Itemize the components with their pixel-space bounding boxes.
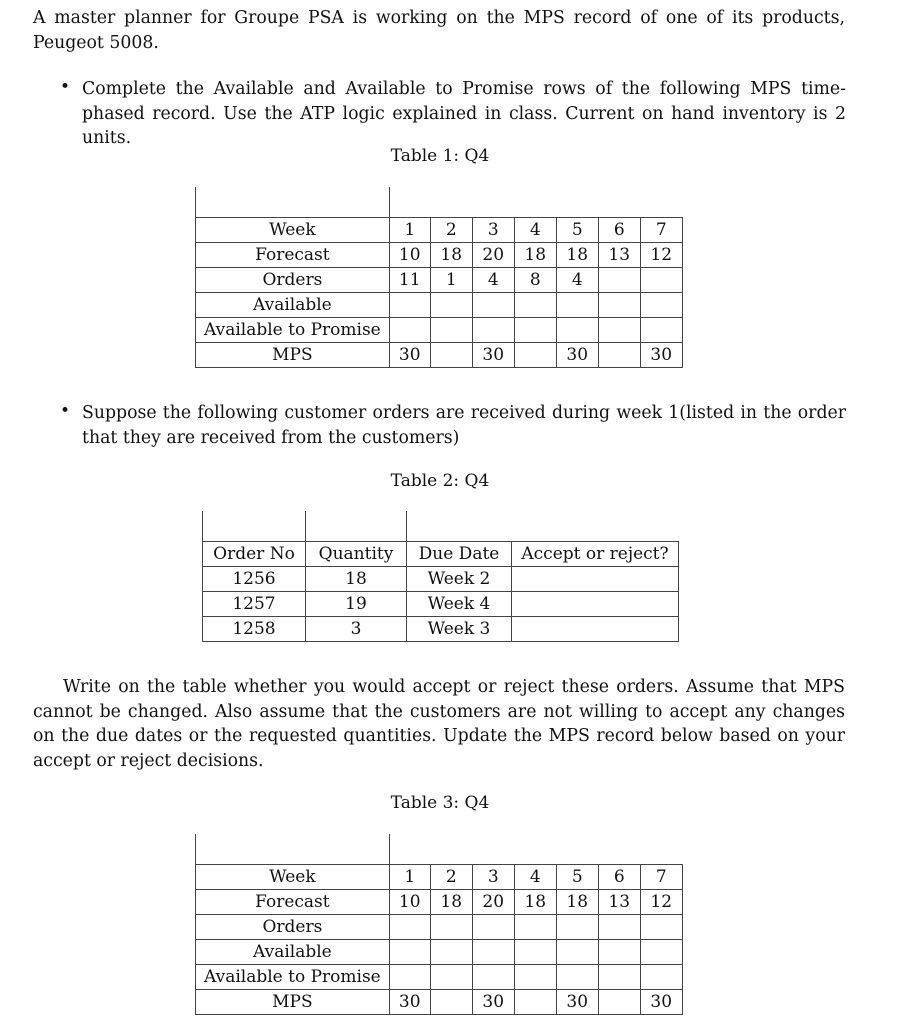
table3-cell (389, 915, 430, 940)
table3-cell (514, 915, 556, 940)
table1-cell: 1 (430, 268, 472, 293)
table1-cell: 18 (556, 243, 598, 268)
table3-row-label: Week (196, 865, 390, 890)
table3-cell (430, 940, 472, 965)
table1-cell (472, 293, 514, 318)
table2-cell: 19 (306, 592, 407, 617)
table2-header-cell: Due Date (407, 542, 512, 567)
table1-cell: 7 (640, 218, 682, 243)
table3-row-label: MPS (196, 990, 390, 1015)
table1-cell: 1 (389, 218, 430, 243)
table3-cell: 12 (640, 890, 682, 915)
table1-cell: 6 (598, 218, 640, 243)
table1-cell (430, 293, 472, 318)
table1-row-label: Orders (196, 268, 390, 293)
table3-row (196, 865, 683, 890)
table1-cell (640, 293, 682, 318)
table3-cell: 18 (556, 890, 598, 915)
table1-cell: 12 (640, 243, 682, 268)
table1-row-label: Available to Promise (196, 318, 390, 343)
table1-cell: 2 (430, 218, 472, 243)
intro-text: A master planner for Groupe PSA is working on the MPS record of one of its products, Peugeot 5008. (33, 8, 845, 53)
table1-cell: 4 (556, 268, 598, 293)
table2-cell: 1257 (203, 592, 306, 617)
table3-cell (430, 915, 472, 940)
table3-top-spacer-grid (389, 834, 682, 865)
table3-cell: 2 (430, 865, 472, 890)
table3-cell (472, 940, 514, 965)
table1-row-label: MPS (196, 343, 390, 368)
table3-cell (389, 940, 430, 965)
table3-cell (430, 965, 472, 990)
table3-cell (640, 940, 682, 965)
table3-row-label: Forecast (196, 890, 390, 915)
instructions-text: Write on the table whether you would accept or reject these orders. Assume that MPS cannot be changed. Also assume that the customers are not willing to accept any changes on the due dates or the requested quantities. Update the MPS record below based on your accept or reject decisions. (33, 677, 845, 771)
table1-top-spacer-grid (389, 187, 682, 218)
table1-cell (389, 318, 430, 343)
accept-reject-cell[interactable] (512, 567, 679, 592)
table1-caption: Table 1: Q4 (390, 146, 490, 166)
table1-cell: 8 (514, 268, 556, 293)
table1-cell (598, 318, 640, 343)
table2-cell: Week 4 (407, 592, 512, 617)
table1-row-label: Forecast (196, 243, 390, 268)
table2-row (203, 617, 679, 642)
accept-reject-cell[interactable] (512, 592, 679, 617)
table2-header-cell: Accept or reject? (512, 542, 679, 567)
table3-row (196, 940, 683, 965)
accept-reject-cell[interactable] (512, 617, 679, 642)
table3-cell (430, 990, 472, 1015)
orders-table (202, 511, 679, 642)
table3-cell (640, 965, 682, 990)
table1-cell: 13 (598, 243, 640, 268)
table1-cell (556, 318, 598, 343)
table1-cell: 3 (472, 218, 514, 243)
table3-cell: 30 (389, 990, 430, 1015)
table2-cell: Week 2 (407, 567, 512, 592)
table1-row-label: Available (196, 293, 390, 318)
table3-cell (556, 965, 598, 990)
table1-row-label: Week (196, 218, 390, 243)
table3-cell: 30 (472, 990, 514, 1015)
table3-cell (389, 965, 430, 990)
table1-cell (598, 268, 640, 293)
table2-top-spacer-1 (203, 511, 306, 542)
bullet-2-text: Suppose the following customer orders are received during week 1(listed in the order that they are received from the customers) (82, 403, 846, 448)
bullet-1-marker: • (60, 77, 71, 97)
table1-cell (640, 268, 682, 293)
table2-cell: 18 (306, 567, 407, 592)
table1-cell: 30 (472, 343, 514, 368)
table2-top-spacer-2 (306, 511, 407, 542)
table2-cell: Week 3 (407, 617, 512, 642)
table1-cell (430, 343, 472, 368)
table3-cell: 4 (514, 865, 556, 890)
table1-cell (598, 293, 640, 318)
table1-top-spacer-label (196, 187, 390, 218)
table3-cell: 3 (472, 865, 514, 890)
table3-cell: 20 (472, 890, 514, 915)
table1-cell: 5 (556, 218, 598, 243)
table3-row-label: Available to Promise (196, 965, 390, 990)
table3-cell: 7 (640, 865, 682, 890)
table3-cell: 10 (389, 890, 430, 915)
table3-cell (640, 915, 682, 940)
table3-cell (514, 990, 556, 1015)
table1-cell: 30 (640, 343, 682, 368)
mps-table-2 (195, 834, 683, 1015)
table1-row (196, 268, 683, 293)
table3-cell (514, 940, 556, 965)
table1-row (196, 218, 683, 243)
table3-cell: 30 (556, 990, 598, 1015)
bullet-1-text: Complete the Available and Available to Promise rows of the following MPS time-phased record. Use the ATP logic explained in class. Current on hand inventory is 2 units. (82, 79, 846, 148)
mps-table-1 (195, 187, 683, 368)
table3-cell (514, 965, 556, 990)
table1-cell: 30 (389, 343, 430, 368)
table2-top-spacer-3 (407, 511, 679, 542)
table1-cell: 18 (430, 243, 472, 268)
table3-cell (598, 940, 640, 965)
table3-cell: 30 (640, 990, 682, 1015)
table1-cell: 20 (472, 243, 514, 268)
table1-cell (472, 318, 514, 343)
table1-cell (640, 318, 682, 343)
table3-row (196, 890, 683, 915)
table3-cell (472, 965, 514, 990)
table3-cell (598, 990, 640, 1015)
table2-row (203, 592, 679, 617)
table3-caption: Table 3: Q4 (390, 793, 490, 813)
table1-cell (389, 293, 430, 318)
table3-row (196, 965, 683, 990)
table1-cell: 11 (389, 268, 430, 293)
table1-cell: 18 (514, 243, 556, 268)
table2-cell: 1258 (203, 617, 306, 642)
table3-cell: 13 (598, 890, 640, 915)
table1-cell (556, 293, 598, 318)
table3-cell: 18 (514, 890, 556, 915)
table1-cell: 4 (514, 218, 556, 243)
table1-cell: 30 (556, 343, 598, 368)
table1-cell (514, 293, 556, 318)
table3-cell (598, 965, 640, 990)
table1-row (196, 293, 683, 318)
table3-row (196, 915, 683, 940)
table1-row (196, 343, 683, 368)
table3-top-spacer-label (196, 834, 390, 865)
table2-row (203, 567, 679, 592)
table1-row (196, 243, 683, 268)
table3-cell: 5 (556, 865, 598, 890)
table2-header-row (203, 542, 679, 567)
bullet-2-marker: • (60, 401, 71, 421)
table2-cell: 1256 (203, 567, 306, 592)
table2-caption: Table 2: Q4 (390, 471, 490, 491)
table1-cell (514, 343, 556, 368)
table3-cell: 18 (430, 890, 472, 915)
table1-cell (598, 343, 640, 368)
table1-cell: 10 (389, 243, 430, 268)
table3-cell (472, 915, 514, 940)
table3-cell (556, 940, 598, 965)
table3-cell: 1 (389, 865, 430, 890)
table3-row (196, 990, 683, 1015)
table1-row (196, 318, 683, 343)
table2-cell: 3 (306, 617, 407, 642)
table3-row-label: Available (196, 940, 390, 965)
table3-cell: 6 (598, 865, 640, 890)
table1-cell: 4 (472, 268, 514, 293)
table3-cell (598, 915, 640, 940)
table1-cell (514, 318, 556, 343)
table3-row-label: Orders (196, 915, 390, 940)
table2-header-cell: Order No (203, 542, 306, 567)
table2-header-cell: Quantity (306, 542, 407, 567)
table3-cell (556, 915, 598, 940)
table1-cell (430, 318, 472, 343)
